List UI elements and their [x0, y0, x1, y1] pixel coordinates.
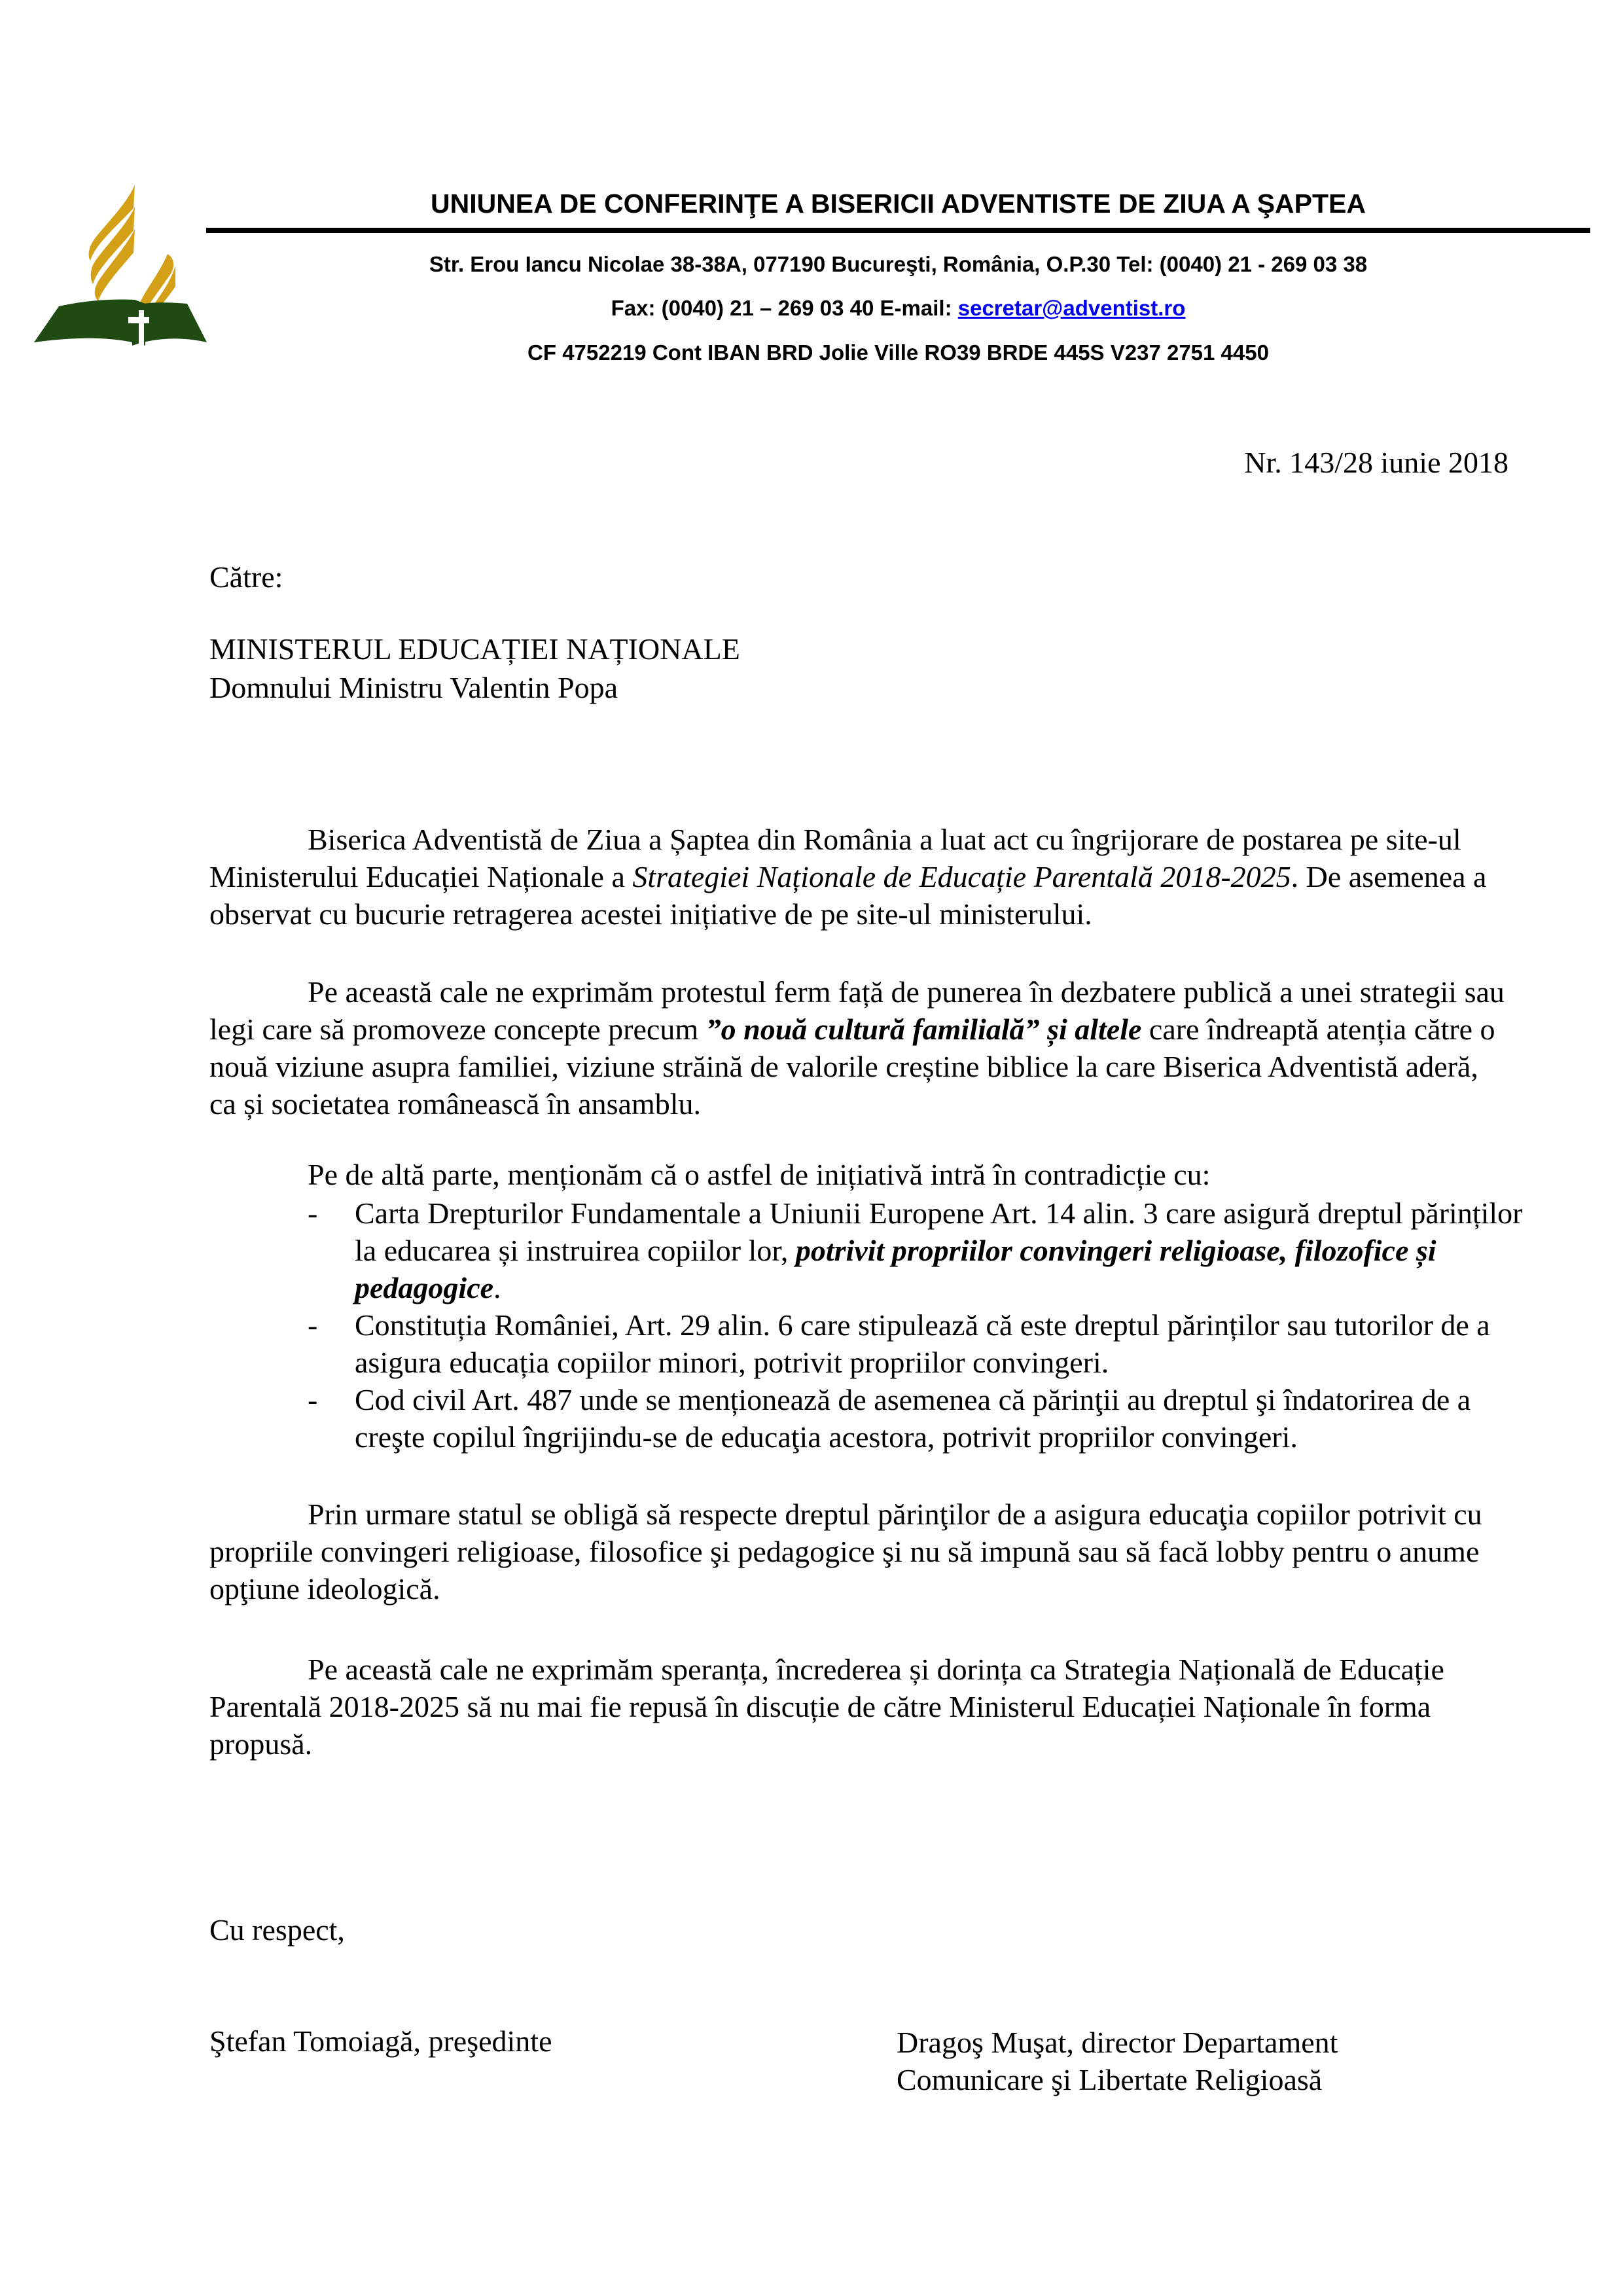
- contradictions-list: [209, 1194, 1525, 1456]
- organization-logo: [30, 182, 207, 347]
- list-marker: -: [308, 1196, 318, 1230]
- organization-name: UNIUNEA DE CONFERINŢE A BISERICII ADVENTISTE DE ZIUA A ŞAPTEA: [430, 188, 1366, 219]
- list-marker: -: [308, 1383, 318, 1416]
- list-item-emphasis: potrivit propriilor convingeri religioase, filozofice și pedagogice: [355, 1234, 1436, 1304]
- paragraph-4: [209, 1496, 1508, 1607]
- strategy-title: Strategiei Naționale de Educație Parentală 2018-2025: [632, 860, 1291, 893]
- paragraph-2: [209, 973, 1508, 1122]
- p4-text: Prin urmare statul se obligă să respecte dreptul părinţilor de a asigura educaţia copiilor potrivit cu propriile convingeri religioase, filosofice şi pedagogice şi nu să impună sau să facă lobby pentru o anume opţiune ideologică.: [209, 1498, 1482, 1605]
- list-marker: -: [308, 1308, 318, 1342]
- bank-details-line: CF 4752219 Cont IBAN BRD Jolie Ville RO39 BRDE 445S V237 2751 4450: [527, 340, 1269, 365]
- list-item-text: Cod civil Art. 487 unde se menționează de asemenea că părinţii au dreptul şi îndatorirea de a creşte copilul îngrijindu-se de educaţia acestora, potrivit propriilor convingeri.: [355, 1383, 1471, 1454]
- paragraph-3-intro: Pe de altă parte, menționăm că o astfel de inițiativă intră în contradicție cu:: [308, 1158, 1211, 1191]
- header-divider: [206, 228, 1590, 233]
- address-line: Str. Erou Iancu Nicolae 38-38A, 077190 Bucureşti, România, O.P.30 Tel: (0040) 21 - 269 03 38: [429, 252, 1368, 276]
- list-item: [209, 1381, 1525, 1456]
- list-item-text: Constituția României, Art. 29 alin. 6 care stipulează că este dreptul părinților sau tutorilor de a asigura educația copiilor minori, potrivit propriilor convingeri.: [355, 1308, 1490, 1379]
- p5-text: Pe această cale ne exprimăm speranța, încrederea și dorința ca Strategia Națională de Educație Parentală 2018-2025 să nu mai fie repusă în discuție de către Ministerul Educației Naționale în forma propusă.: [209, 1653, 1444, 1761]
- signature-director-line-2: Comunicare şi Libertate Religioasă: [897, 2063, 1323, 2096]
- p1-text: Biserica Adventistă de Ziua a Șaptea din România a luat act cu îngrijorare de postarea pe site-ul Ministerului Educației Naționale a: [209, 823, 1461, 893]
- fax-email-line: [206, 296, 1590, 321]
- recipient-person: Domnului Ministru Valentin Popa: [209, 671, 618, 704]
- list-item-end: .: [493, 1271, 501, 1304]
- open-bible-icon: [34, 299, 207, 346]
- list-item: [209, 1194, 1525, 1306]
- p2-emphasis: ”o nouă cultură familială” și altele: [705, 1013, 1142, 1046]
- p2-text: Pe această cale ne exprimăm protestul ferm față de punerea în dezbatere publică a unei strategii sau legi care să promoveze concepte precum: [209, 975, 1505, 1046]
- fax-text: Fax: (0040) 21 – 269 03 40 E-mail:: [611, 296, 958, 320]
- recipient-organization: MINISTERUL EDUCAȚIEI NAȚIONALE: [209, 632, 740, 666]
- p1-text-end: . De asemenea a observat cu bucurie retragerea acestei inițiative de pe site-ul ministerului.: [209, 860, 1487, 931]
- signature-director-line-1: Dragoş Muşat, director Departament: [897, 2026, 1338, 2059]
- list-item: [209, 1306, 1525, 1381]
- email-link[interactable]: secretar@adventist.ro: [957, 296, 1186, 320]
- reference-number: Nr. 143/28 iunie 2018: [1244, 446, 1508, 479]
- paragraph-5: [209, 1651, 1508, 1763]
- to-label: Către:: [209, 560, 283, 594]
- closing: Cu respect,: [209, 1913, 345, 1946]
- signature-director: [897, 2024, 1338, 2098]
- paragraph-1: [209, 821, 1508, 933]
- list-item-text: Carta Drepturilor Fundamentale a Uniunii Europene Art. 14 alin. 3 care asigură dreptul părinților la educarea și instruirea copiilor lor,: [355, 1196, 1523, 1267]
- p2-text-end: care îndreaptă atenția către o nouă viziune asupra familiei, viziune străină de valorile creștine biblice la care Biserica Adventistă aderă, ca și societatea românească în ansamblu.: [209, 1013, 1495, 1121]
- signature-president: Ştefan Tomoiagă, preşedinte: [209, 2024, 552, 2058]
